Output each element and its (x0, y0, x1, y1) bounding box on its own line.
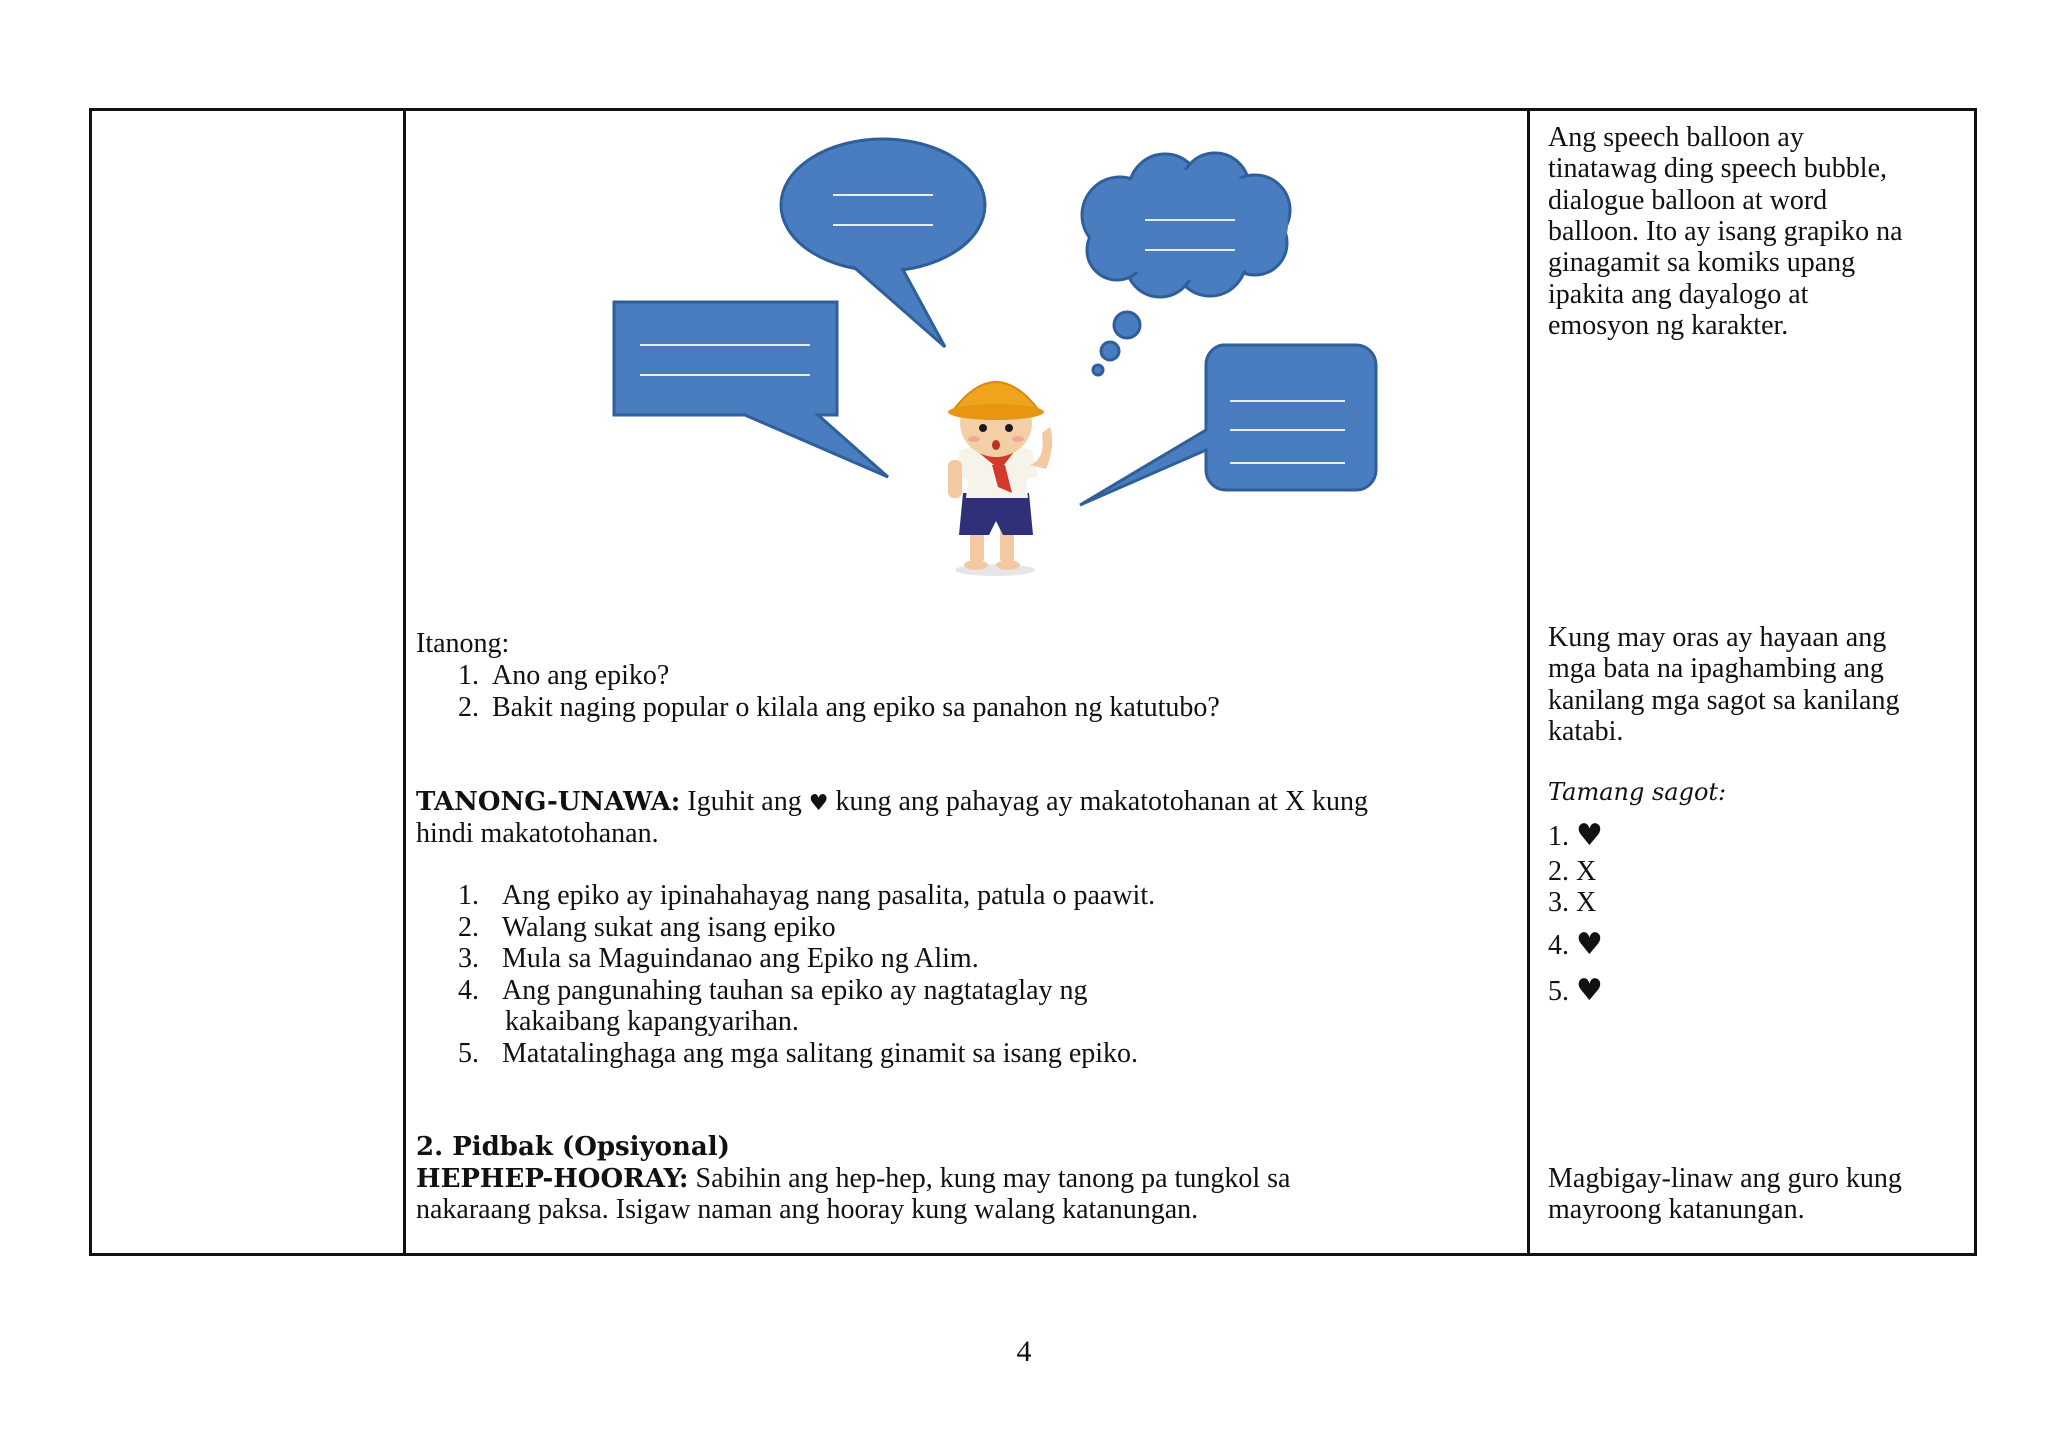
question-number: 1. (458, 660, 479, 691)
pidbak-title: 2. Pidbak (Opsiyonal) (416, 1132, 730, 1162)
statement-text: Mula sa Maguindanao ang Epiko ng Alim. (502, 943, 979, 974)
statement-number: 4. (458, 975, 479, 1006)
question-text: Ano ang epiko? (492, 660, 670, 691)
question-number: 2. (458, 692, 479, 723)
statement-item (458, 1038, 1138, 1070)
rounded-speech-balloon (1080, 345, 1376, 505)
instruction-text: kung ang pahayag ay makatotohanan at X kung (828, 786, 1369, 817)
note-line: dialogue balloon at word (1548, 185, 1828, 216)
itanong-label: Itanong: (416, 628, 510, 659)
statement-item (458, 943, 979, 975)
question-text: Bakit naging popular o kilala ang epiko sa panahon ng katutubo? (492, 692, 1220, 723)
question-item (458, 660, 669, 692)
statement-continuation: kakaibang kapangyarihan. (505, 1006, 799, 1037)
statement-item (458, 975, 1088, 1007)
statement-number: 2. (458, 912, 479, 943)
statement-text: Ang pangunahing tauhan sa epiko ay nagtataglay ng (502, 975, 1088, 1006)
heart-icon: ♥ (1576, 927, 1603, 962)
thought-cloud-balloon (1082, 153, 1290, 375)
statement-text: Walang sukat ang isang epiko (502, 912, 836, 943)
answer-item (1548, 929, 1603, 962)
statement-number: 5. (458, 1038, 479, 1069)
note-line: katabi. (1548, 716, 1624, 747)
x-mark: X (1576, 856, 1597, 887)
answer-number: 1. (1548, 821, 1569, 852)
instruction-text: Sabihin ang hep-hep, kung may tanong pa tungkol sa (688, 1163, 1291, 1194)
instruction-text: Iguhit ang (680, 786, 809, 817)
heart-icon: ♥ (1576, 973, 1603, 1008)
note-line: mga bata na ipaghambing ang (1548, 653, 1884, 684)
heart-icon: ♥ (1576, 818, 1603, 853)
answer-number: 4. (1548, 930, 1569, 961)
answers-label: Tamang sagot: (1548, 778, 1727, 806)
answer-number: 2. (1548, 856, 1569, 887)
tanong-unawa-instruction (416, 786, 1368, 820)
note-line: Ang speech balloon ay (1548, 122, 1804, 153)
note-line: balloon. Ito ay isang grapiko na (1548, 216, 1903, 247)
answer-item (1548, 887, 1596, 919)
statement-text: Matatalinghaga ang mga salitang ginamit sa isang epiko. (502, 1038, 1139, 1069)
answer-item (1548, 856, 1596, 888)
answer-number: 5. (1548, 976, 1569, 1007)
instruction-text: nakaraang paksa. Isigaw naman ang hooray kung walang katanungan. (416, 1194, 1199, 1225)
pidbak-heading (416, 1131, 730, 1164)
answer-item (1548, 820, 1603, 853)
statement-text: Ang epiko ay ipinahahayag nang pasalita, patula o paawit. (502, 880, 1156, 911)
note-line: ginagamit sa komiks upang (1548, 247, 1856, 278)
note-line: tinatawag ding speech bubble, (1548, 153, 1888, 184)
page-number: 4 (1016, 1335, 1032, 1368)
heart-icon: ♥ (808, 791, 829, 816)
speech-balloon-illustration (600, 125, 1400, 595)
hephep-title: HEPHEP-HOORAY: (416, 1164, 689, 1194)
statement-number: 1. (458, 880, 479, 911)
note-line: ipakita ang dayalogo at (1548, 279, 1809, 310)
note-line: Magbigay-linaw ang guro kung (1548, 1163, 1902, 1194)
hephep-instruction (416, 1163, 1290, 1196)
note-line: Kung may oras ay hayaan ang (1548, 622, 1887, 653)
tanong-unawa-title: TANONG-UNAWA: (416, 787, 681, 817)
note-line: emosyon ng karakter. (1548, 310, 1789, 341)
instruction-text: hindi makatotohanan. (416, 818, 659, 849)
question-item (458, 692, 1220, 724)
statement-item (458, 912, 836, 944)
note-line: kanilang mga sagot sa kanilang (1548, 685, 1900, 716)
column-divider (403, 111, 406, 1253)
note-line: mayroong katanungan. (1548, 1194, 1805, 1225)
answer-item (1548, 975, 1603, 1008)
rectangle-speech-balloon (614, 302, 888, 477)
boy-character (948, 382, 1052, 576)
column-divider (1527, 111, 1530, 1253)
answer-number: 3. (1548, 887, 1569, 918)
x-mark: X (1576, 887, 1597, 918)
statement-number: 3. (458, 943, 479, 974)
statement-item (458, 880, 1155, 912)
